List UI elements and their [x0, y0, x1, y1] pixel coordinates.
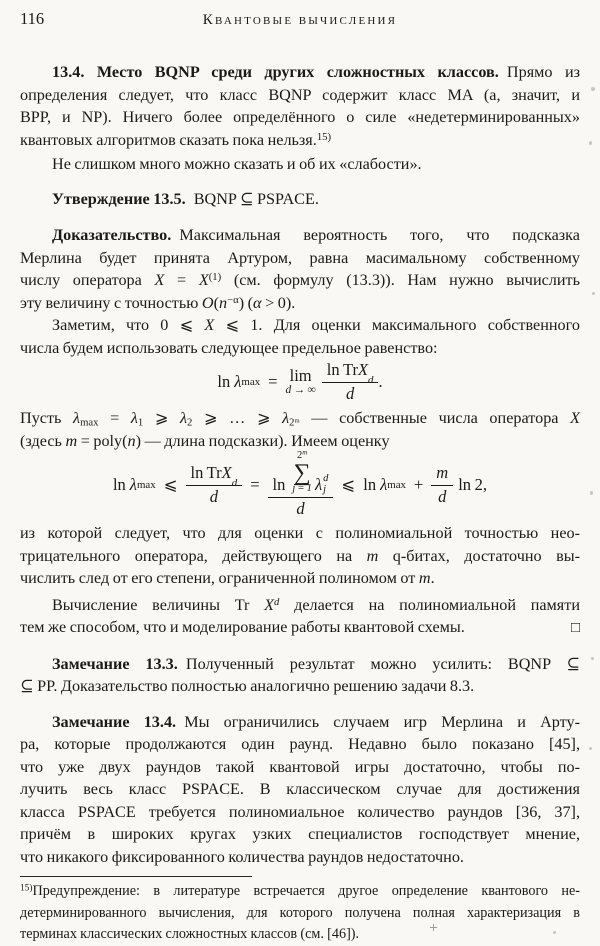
text-line: Утверждение 13.5. BQNP ⊆ PSPACE.	[52, 189, 319, 208]
qed-symbol: □	[570, 620, 580, 636]
remark-13-3	[20, 653, 580, 698]
plus-sign: +	[413, 474, 424, 494]
text-line: числа будем использовать следующее предельное равенство:	[20, 338, 438, 357]
text-line: детерминированного вычисления, для которого получена полная характеризация в	[20, 904, 580, 921]
eigenvalues-paragraph	[20, 407, 580, 452]
ln-trace: ln Tr	[326, 359, 358, 379]
proof-end-text: тем же способом, что и моделирование работы квантовой схемы.	[20, 618, 465, 636]
scan-speck	[590, 491, 593, 495]
x-operator: X	[357, 359, 369, 379]
text-line: Заметим, что 0 ⩽ X ⩽ 1. Для оценки максимального собственного	[52, 316, 580, 334]
text-line: из которой следует, что для оценки с полиномиальной точностью нео-	[20, 524, 580, 542]
equals-sign: =	[268, 371, 278, 391]
running-title: Квантовые вычисления	[202, 12, 398, 28]
lambda-symbol: λ	[234, 371, 242, 391]
footnote-rule	[20, 876, 252, 877]
formula-period: .	[378, 371, 383, 391]
text-line: Замечание 13.4. Мы ограничились случаем игр Мерлина и Арту-	[52, 712, 581, 731]
text-line: ра, которые продолжаются один раунд. Недавно было показано [45],	[20, 735, 580, 753]
numerator-m: m	[431, 464, 453, 486]
ln2-term: ln 2,	[458, 474, 488, 494]
text-line: лучить весь класс PSPACE. В классическом случае для достижения	[20, 780, 580, 798]
text-line: Не слишком много можно сказать и об их «слабости».	[52, 155, 422, 173]
denominator-d: d	[209, 486, 218, 506]
text-line: (здесь m = poly(n) — длина подсказки). Имеем оценку	[20, 431, 390, 450]
scan-speck	[430, 924, 437, 931]
text-line: эту величину с точностью $O(n^{-\alpha}) (\alpha > 0)$.	[20, 293, 296, 312]
sigma-symbol: ∑	[293, 459, 311, 486]
text-line: Мерлина будет принята Артуром, равна масимальному собственному	[20, 248, 580, 267]
scan-speck	[591, 87, 595, 91]
denominator-d: d	[438, 486, 447, 506]
scan-speck	[591, 657, 594, 660]
lim-subscript: d → ∞	[285, 383, 316, 396]
scan-speck	[589, 747, 592, 750]
sum-upper-base: 2	[297, 450, 303, 462]
note-paragraph	[20, 314, 580, 359]
ln-operator: ln	[272, 474, 286, 494]
sum-upper-exp: m	[302, 448, 308, 457]
text-line: Доказательство. Максимальная вероятность того, что подсказка	[52, 226, 580, 244]
text-line: что уже двух раундов такой квантовой игры достаточно, чтобы по-	[20, 757, 580, 776]
lambda-symbol: λ	[129, 474, 137, 494]
fraction-m-over-d	[431, 464, 453, 507]
lambda-index: j	[323, 483, 327, 495]
formula-trace-bound: ln λ max ⩽ ln Tr X d d = ln 2$^m$ ∑ j = 1 λ d j d ⩽ ln λ max + $\frac{m}{d}$ ln 2,	[112, 448, 488, 518]
proof-paragraph	[20, 224, 580, 314]
text-line: квантовых алгоритмов сказать пока нельзя.$^{15)}$	[20, 130, 332, 149]
leq-sign: ⩽	[163, 474, 178, 494]
lambda-symbol: λ	[380, 474, 388, 494]
footnote-13-4	[20, 881, 580, 946]
ln-operator: ln	[363, 474, 377, 494]
denominator-d: d	[346, 383, 355, 403]
x-operator: X	[221, 462, 232, 482]
statement-13-5	[20, 188, 580, 211]
section-13-4-paragraph	[20, 61, 580, 151]
fraction-sum	[268, 448, 334, 519]
scan-speck	[589, 141, 592, 145]
text-line: класса PSPACE требуется полиномиальное количество раундов [36, 37],	[20, 802, 580, 821]
lambda-symbol: λ	[314, 474, 323, 494]
text-line: причём в широких кругах узких специалистов господствует мнение,	[20, 825, 580, 843]
text-line: трицательного оператора, действующего на m q-битах, достаточно вы-	[20, 546, 581, 565]
leq-sign: ⩽	[341, 474, 356, 494]
equals-sign: =	[250, 474, 260, 494]
running-head	[20, 8, 580, 30]
summation-block	[292, 448, 312, 495]
page-number: 116	[20, 9, 45, 28]
text-line: ⊆ PP. Доказательство полностью аналогично решению задачи 8.3.	[20, 677, 475, 695]
text-line: Пусть $\lambda_{max} = \lambda_1$ ⩾ $\lambda_2$ ⩾ … ⩾ $\lambda_{2ᵐ}$ — собственные числа оператора X	[20, 409, 580, 429]
denominator-d: d	[296, 498, 305, 518]
limit-block	[285, 367, 315, 397]
text-line: числу оператора $X = X^{(1)}$ (см. формулу (13.3)). Нам нужно вычислить	[20, 270, 580, 289]
text-line: $^{15)}$Предупреждение: в литературе встречается другое определение квантового не-	[20, 883, 580, 899]
weakness-paragraph	[20, 153, 580, 176]
lambda-exp: d	[323, 472, 329, 484]
text-line	[20, 616, 580, 639]
lim-word: lim	[289, 365, 312, 385]
scan-speck	[592, 292, 595, 295]
text-line: Замечание 13.3. Полученный результат можно усилить: BQNP ⊆	[52, 654, 580, 673]
fraction-trace: ln Tr X d d	[322, 361, 379, 404]
consequence-paragraph	[20, 522, 580, 590]
trace-computation-paragraph	[20, 594, 580, 639]
fraction-trace: ln Tr X d d	[186, 464, 243, 507]
remark-13-4	[20, 711, 580, 869]
text-line: 13.4. Место BQNP среди других сложностных классов. Прямо из	[52, 63, 581, 81]
formula-eigenvalue-limit: ln λ max = lim d → ∞ ln Tr X d d .	[217, 359, 383, 403]
text-line: терминах классических сложностных классов (см. [46]).	[20, 926, 360, 942]
ln-operator: ln	[217, 371, 231, 391]
ln-operator: ln	[112, 474, 126, 494]
text-line: Вычисление величины Tr $X^d$ делается на полиномиальной памяти	[52, 595, 580, 614]
scan-speck	[553, 931, 556, 934]
text-line: что никакого фиксированного количества раундов недостаточно.	[20, 847, 464, 866]
text-line: числить след от его степени, ограниченной полиномом от m.	[20, 569, 435, 587]
sum-lower-limit: j = 1	[292, 483, 312, 495]
text-line: BPP, и NP). Ничего более определённого о силе «недетерминированных»	[20, 108, 580, 126]
lambda-indices	[323, 473, 328, 495]
text-line: определения следует, что класс BQNP содержит класс MA (а, значит, и	[20, 85, 580, 104]
ln-trace: ln Tr	[190, 462, 222, 482]
